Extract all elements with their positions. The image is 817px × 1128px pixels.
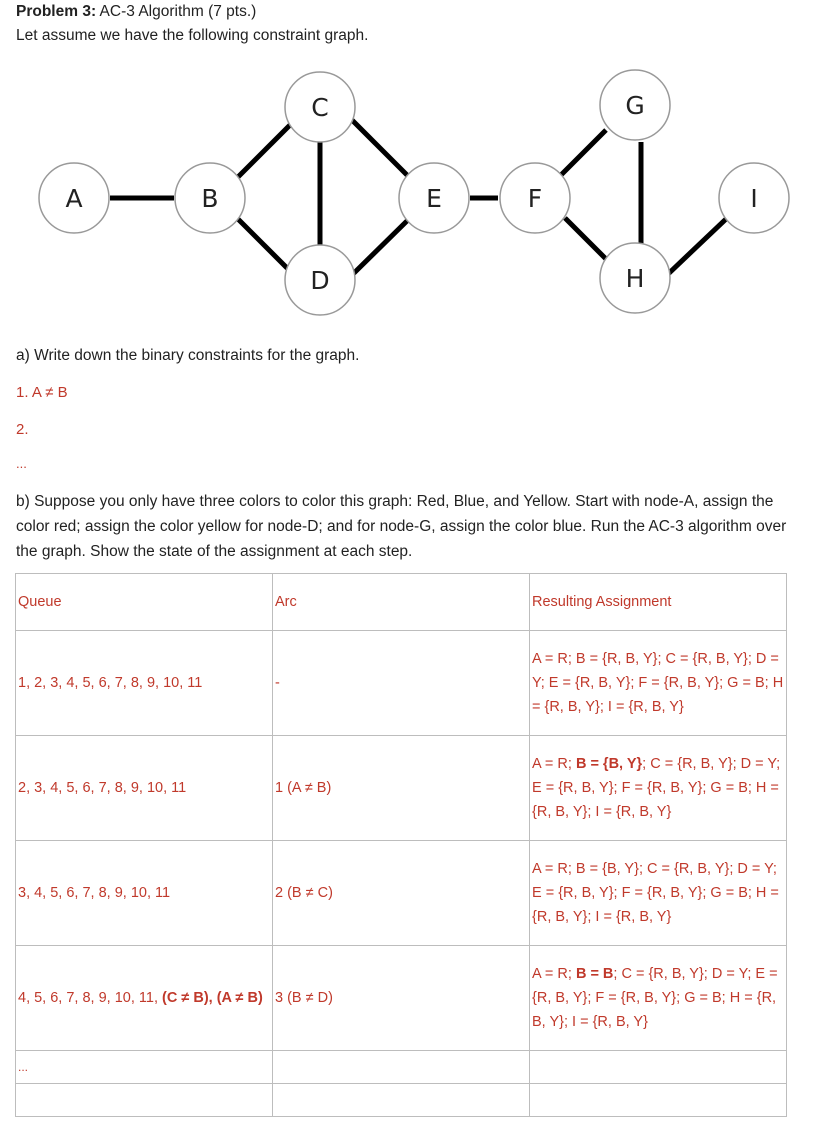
- table-row: [16, 841, 787, 946]
- queue-cell: [16, 1084, 273, 1117]
- constraint-item-2: 2.: [16, 421, 29, 438]
- node-i-label: I: [750, 184, 758, 213]
- queue-cell: 3, 4, 5, 6, 7, 8, 9, 10, 11: [16, 841, 273, 946]
- problem-title: Problem 3: AC-3 Algorithm (7 pts.): [16, 3, 257, 20]
- table-row: [16, 736, 787, 841]
- node-b-label: B: [201, 184, 219, 213]
- problem-intro: Let assume we have the following constraint graph.: [16, 27, 369, 44]
- edge-b-d: [237, 218, 290, 271]
- arc-cell: 2 (B ≠ C): [273, 841, 530, 946]
- arc-cell: [273, 1051, 530, 1084]
- arc-cell: [273, 1084, 530, 1117]
- node-a-label: A: [65, 184, 83, 213]
- header-queue: Queue: [16, 574, 273, 631]
- header-result: Resulting Assignment: [530, 574, 787, 631]
- queue-cell: 1, 2, 3, 4, 5, 6, 7, 8, 9, 10, 11: [16, 631, 273, 736]
- result-cell: A = R; B = {B, Y}; C = {R, B, Y}; D = Y; E = {R, B, Y}; F = {R, B, Y}; G = B; H = {R, B, Y}; I = {R, B, Y}: [530, 736, 787, 841]
- queue-cell: ...: [16, 1051, 273, 1084]
- edge-c-e: [352, 120, 412, 180]
- result-cell: [530, 1084, 787, 1117]
- header-arc: Arc: [273, 574, 530, 631]
- part-a-question: a) Write down the binary constraints for the graph.: [16, 347, 360, 364]
- table-row: [16, 1051, 787, 1084]
- table-row: [16, 1084, 787, 1117]
- edge-d-e: [352, 216, 412, 275]
- table-row: [16, 631, 787, 736]
- arc-cell: 3 (B ≠ D): [273, 946, 530, 1051]
- node-e-label: E: [426, 184, 442, 213]
- edge-h-i: [667, 218, 727, 275]
- result-cell: A = R; B = {R, B, Y}; C = {R, B, Y}; D = Y; E = {R, B, Y}; F = {R, B, Y}; G = B; H = {R, B, Y}; I = {R, B, Y}: [530, 631, 787, 736]
- edge-b-c: [237, 125, 290, 178]
- table-row: [16, 946, 787, 1051]
- node-d-label: D: [310, 266, 330, 295]
- constraint-item-1: 1. A ≠ B: [16, 384, 68, 401]
- constraint-graph: [0, 60, 817, 330]
- result-cell: A = R; B = B; C = {R, B, Y}; D = Y; E = {R, B, Y}; F = {R, B, Y}; G = B; H = {R, B, Y}; I = {R, B, Y}: [530, 946, 787, 1051]
- node-h-label: H: [625, 264, 645, 293]
- result-cell: [530, 1051, 787, 1084]
- result-cell: A = R; B = {B, Y}; C = {R, B, Y}; D = Y; E = {R, B, Y}; F = {R, B, Y}; G = B; H = {R, B, Y}; I = {R, B, Y}: [530, 841, 787, 946]
- node-f-label: F: [527, 184, 543, 213]
- queue-cell: 2, 3, 4, 5, 6, 7, 8, 9, 10, 11: [16, 736, 273, 841]
- ac3-table: [15, 573, 787, 1117]
- edge-f-g: [558, 130, 606, 178]
- node-c-label: C: [311, 93, 329, 122]
- edge-f-h: [565, 218, 607, 260]
- arc-cell: 1 (A ≠ B): [273, 736, 530, 841]
- table-header-row: [16, 574, 787, 631]
- part-b-question: b) Suppose you only have three colors to color this graph: Red, Blue, and Yellow. Start with node-A, assign the color red; assign the color yellow for node-D; and for node-G, assign the color blue. Run the AC-3 algorithm over the graph. Show the state of the assignment at each step.: [16, 493, 787, 560]
- node-g-label: G: [625, 91, 645, 120]
- queue-cell: 4, 5, 6, 7, 8, 9, 10, 11, (C ≠ B), (A ≠ B): [16, 946, 273, 1051]
- constraint-item-ellipsis: ...: [16, 456, 27, 471]
- arc-cell: -: [273, 631, 530, 736]
